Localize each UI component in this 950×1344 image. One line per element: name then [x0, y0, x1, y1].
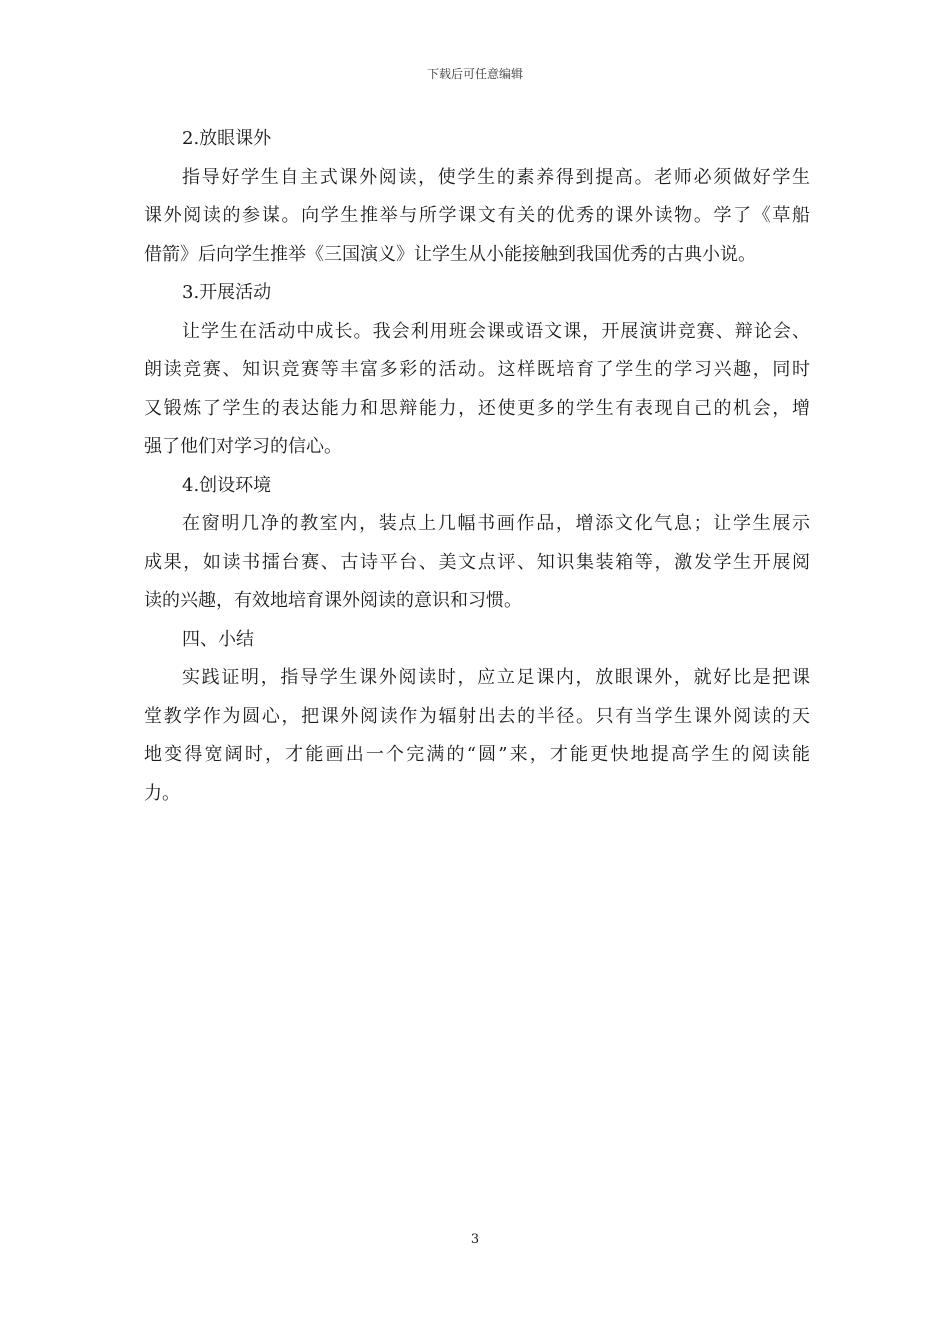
paragraph-line: 指导好学生自主式课外阅读，使学生的素养得到提高。老师必须做好学生 — [182, 166, 810, 188]
section-heading-environment: 4.创设环境 — [182, 474, 272, 496]
paragraph-line: 又锻炼了学生的表达能力和思辩能力，还使更多的学生有表现自己的机会，增 — [144, 397, 810, 419]
paragraph-line: 让学生在活动中成长。我会利用班会课或语文课，开展演讲竞赛、辩论会、 — [182, 320, 810, 342]
page-header: 下载后可任意编辑 — [426, 67, 523, 81]
paragraph-line: 朗读竞赛、知识竞赛等丰富多彩的活动。这样既培育了学生的学习兴趣，同时 — [144, 359, 810, 380]
paragraph-line: 在窗明几净的教室内，装点上几幅书画作品，增添文化气息；让学生展示 — [182, 513, 810, 534]
document-body — [144, 120, 810, 813]
paragraph-line: 强了他们对学习的信心。 — [144, 436, 342, 457]
paragraph-line: 成果，如读书擂台赛、古诗平台、美文点评、知识集装箱等，激发学生开展阅 — [144, 551, 810, 573]
paragraph-line: 读的兴趣，有效地培育课外阅读的意识和习惯。 — [144, 590, 522, 611]
section-heading-expand-reading: 2.放眼课外 — [182, 128, 272, 149]
page-number: 3 — [470, 1232, 480, 1247]
paragraph-line: 借箭》后向学生推举《三国演义》让学生从小能接触到我国优秀的古典小说。 — [144, 243, 756, 265]
paragraph-line: 堂教学作为圆心，把课外阅读作为辐射出去的半径。只有当学生课外阅读的天 — [144, 705, 810, 727]
section-heading-activities: 3.开展活动 — [182, 282, 272, 303]
paragraph-line: 地变得宽阔时，才能画出一个完满的“圆”来，才能更快地提高学生的阅读能 — [144, 744, 810, 765]
section-heading-summary: 四、小结 — [182, 628, 254, 650]
paragraph-line: 课外阅读的参谋。向学生推举与所学课文有关的优秀的课外读物。学了《草船 — [144, 205, 810, 226]
paragraph-line: 力。 — [144, 782, 180, 804]
paragraph-line: 实践证明，指导学生课外阅读时，应立足课内，放眼课外，就好比是把课 — [182, 667, 810, 688]
